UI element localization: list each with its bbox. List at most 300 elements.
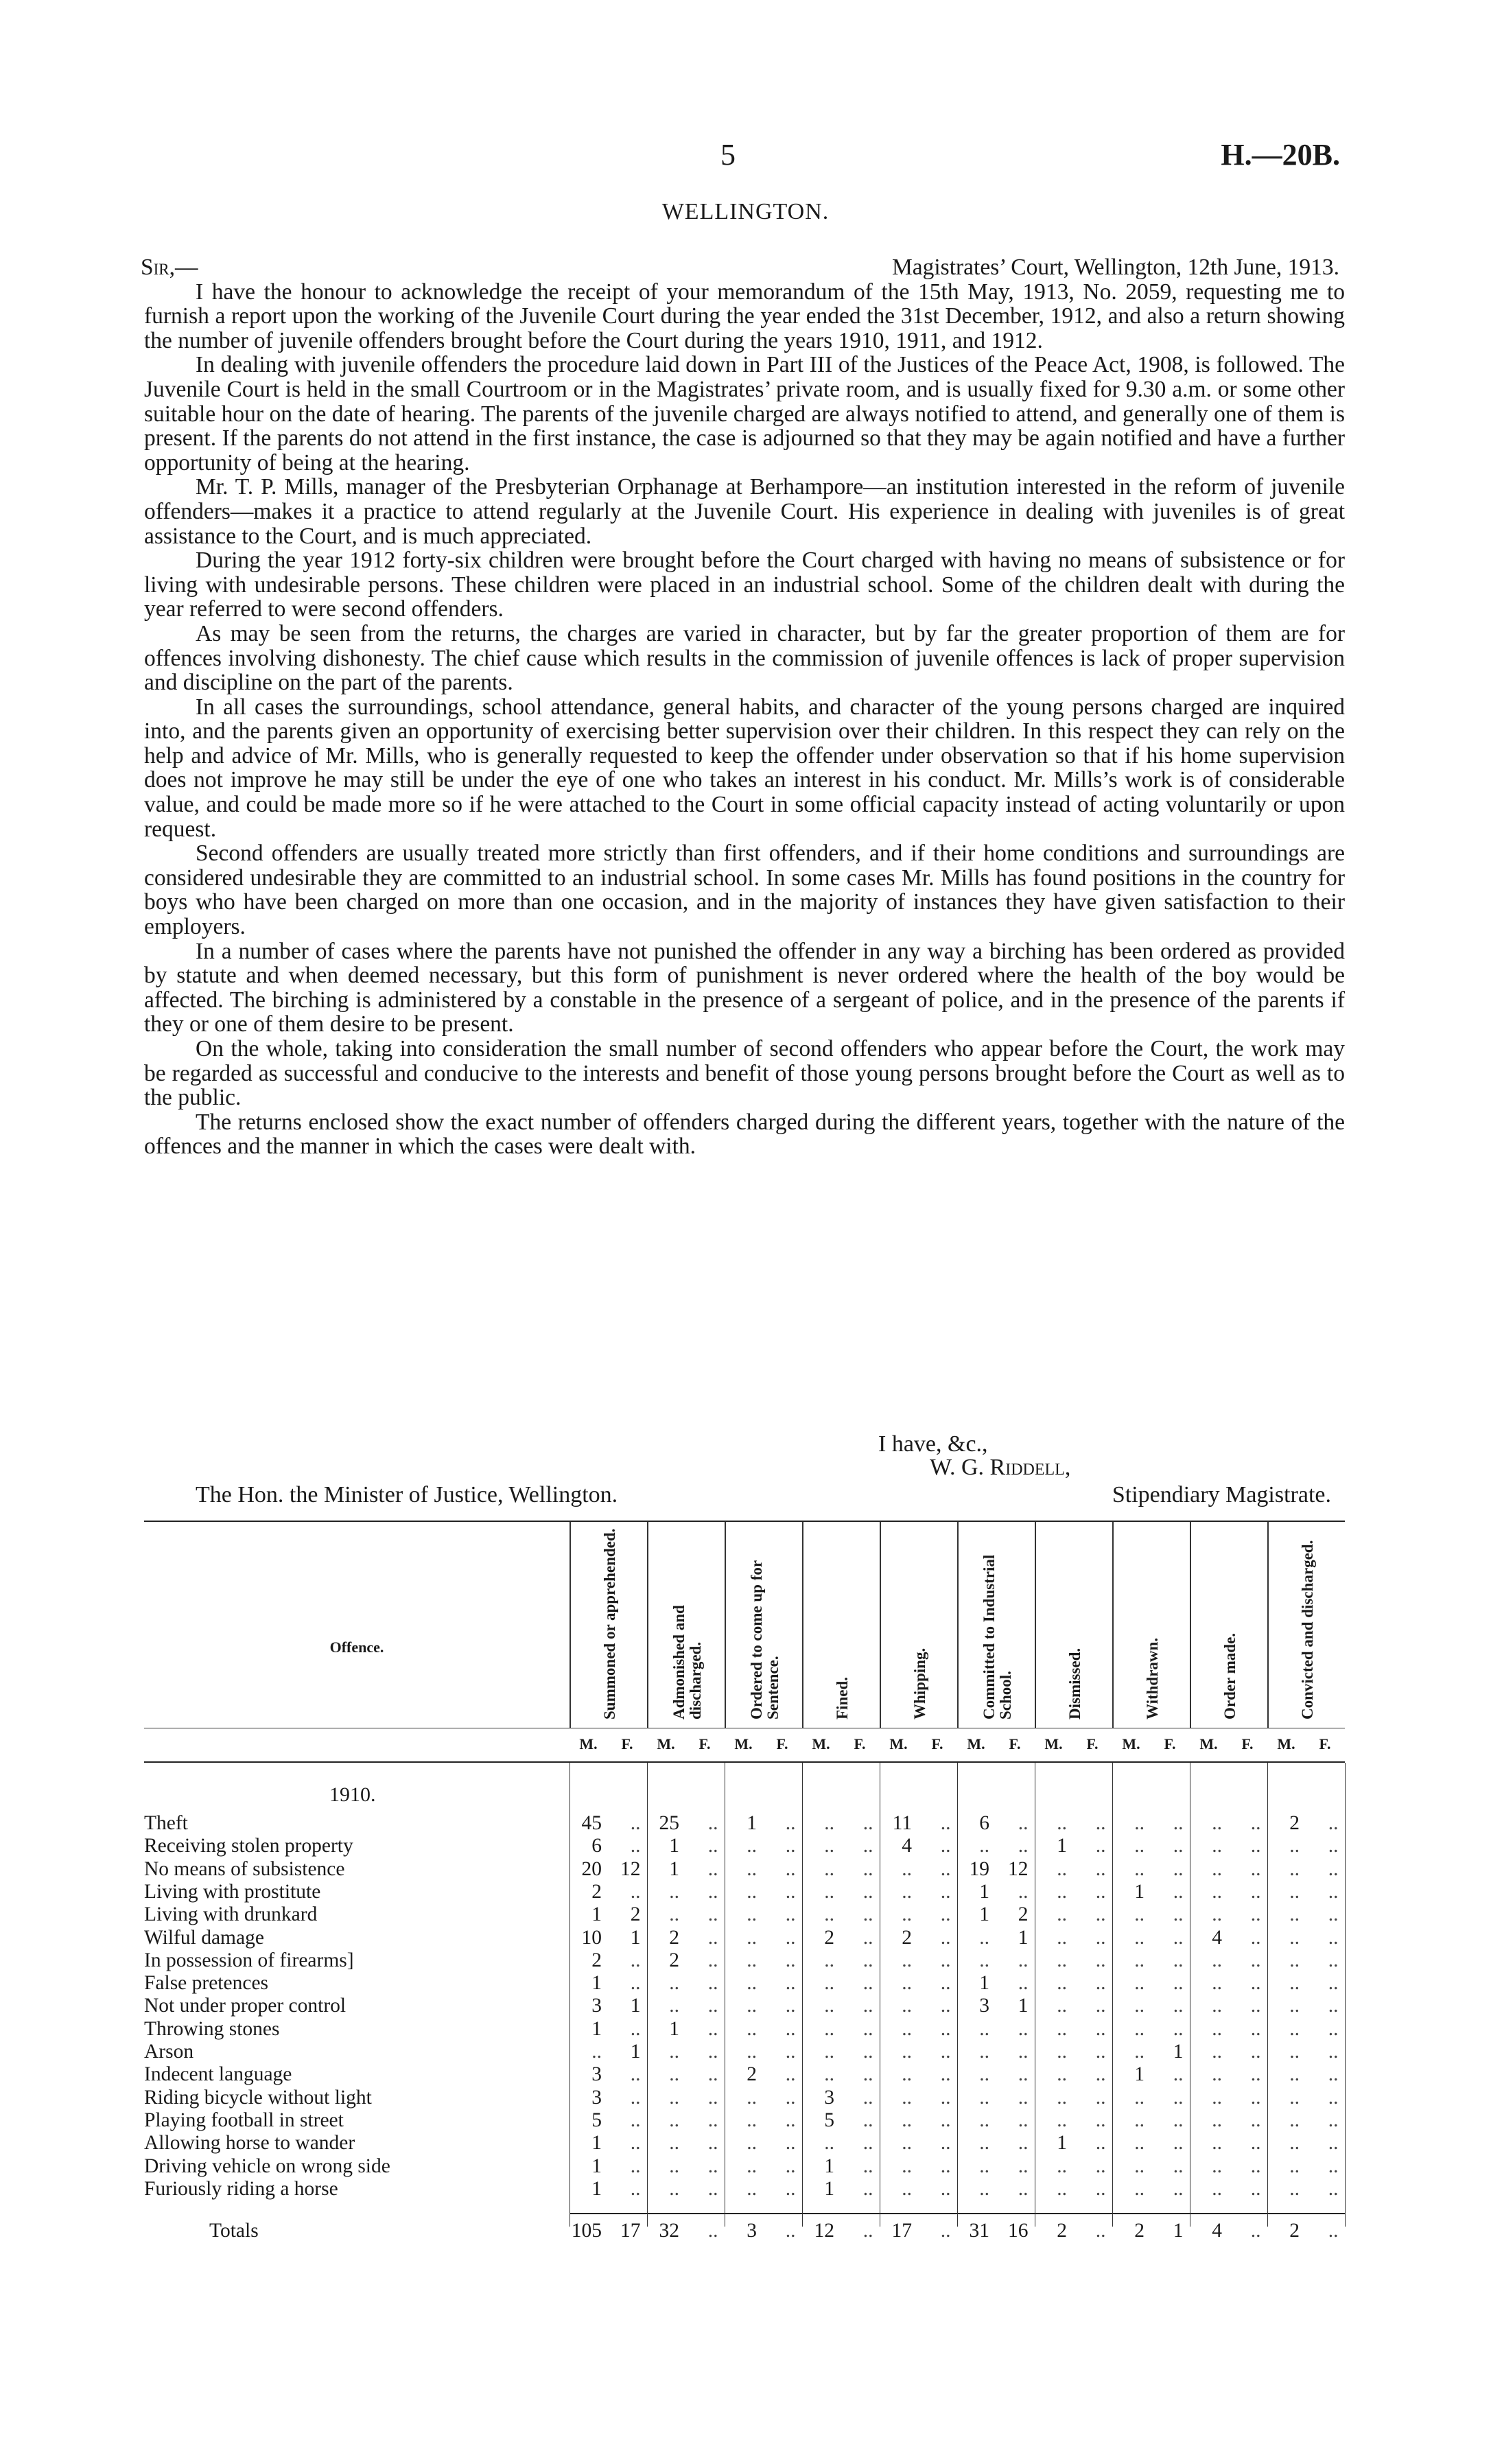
table-cell: 1	[1057, 1835, 1067, 1857]
table-cell: ..	[979, 2086, 989, 2109]
table-cell: ..	[824, 1812, 834, 1834]
table-cell: ..	[979, 2017, 989, 2040]
table-cell: ..	[1212, 1972, 1222, 1995]
table-cell: ..	[669, 2155, 679, 2177]
sex-label: M.	[812, 1735, 830, 1752]
table-cell: ..	[1018, 2155, 1029, 2177]
document-reference: H.—20B.	[1221, 138, 1340, 172]
table-row	[144, 1972, 1345, 1995]
table-cell: ..	[1173, 2063, 1184, 2086]
table-row	[144, 1812, 1345, 1835]
table-cell: ..	[747, 1880, 757, 1903]
table-cell: ..	[1134, 2109, 1144, 2131]
table-cell: ..	[862, 1995, 873, 2017]
table-cell: 1	[591, 2132, 602, 2155]
table-cell: ..	[940, 1903, 951, 1926]
table-cell: ..	[1328, 1995, 1339, 2017]
table-cell: 31	[969, 2220, 989, 2242]
table-cell: ..	[902, 1995, 912, 2017]
column-header-label: Whipping.	[911, 1647, 928, 1720]
signatory-title: Stipendiary Magistrate.	[1112, 1482, 1331, 1507]
table-cell: 2	[824, 1926, 834, 1949]
table-cell: ..	[940, 1812, 951, 1834]
table-cell: ..	[630, 1812, 641, 1834]
place-date: Magistrates’ Court, Wellington, 12th June, 1913.	[891, 255, 1339, 280]
table-cell: ..	[1057, 1880, 1067, 1903]
sex-label: F.	[1241, 1735, 1254, 1752]
table-cell: ..	[1095, 2220, 1106, 2242]
table-cell: ..	[1250, 1903, 1261, 1926]
table-cell: 1	[824, 2177, 834, 2200]
table-cell: ..	[862, 1880, 873, 1903]
offence-name: Arson	[144, 2041, 194, 2063]
table-cell: ..	[785, 2220, 796, 2242]
table-cell: ..	[1250, 1972, 1261, 1995]
table-cell: ..	[785, 1949, 796, 1971]
salutation: Sir,—	[141, 255, 198, 280]
table-cell: ..	[707, 2220, 718, 2242]
addressee: The Hon. the Minister of Justice, Wellington.	[196, 1482, 618, 1507]
table-cell: ..	[1250, 1880, 1261, 1903]
table-cell: 1	[1134, 1880, 1144, 1903]
table-cell: ..	[1134, 1857, 1144, 1880]
column-header	[570, 1522, 648, 1728]
table-cell: 1	[630, 1995, 641, 2017]
table-cell: ..	[707, 1903, 718, 1926]
table-cell: ..	[1057, 2041, 1067, 2063]
sex-label: M.	[1044, 1735, 1063, 1752]
table-cell: ..	[707, 2177, 718, 2200]
table-cell: ..	[1134, 1949, 1144, 1971]
column-header-label: Committed to Industrial School.	[980, 1554, 1014, 1720]
table-cell: ..	[1095, 1903, 1106, 1926]
table-cell: ..	[1212, 2041, 1222, 2063]
table-cell: ..	[1289, 2177, 1300, 2200]
offence-name: Receiving stolen property	[144, 1835, 353, 1857]
table-row	[144, 1881, 1345, 1903]
table-cell: ..	[940, 2155, 951, 2177]
table-cell: 1	[669, 2017, 679, 2040]
table-cell: ..	[1134, 2017, 1144, 2040]
table-cell: 2	[1018, 1903, 1029, 1926]
column-header	[1112, 1522, 1191, 1728]
table-cell: ..	[747, 1972, 757, 1995]
table-cell: ..	[785, 2177, 796, 2200]
table-cell: ..	[747, 2017, 757, 2040]
sex-label: M.	[1277, 1735, 1295, 1752]
table-cell: ..	[902, 2041, 912, 2063]
table-cell: ..	[630, 2109, 641, 2131]
table-cell: ..	[1134, 1972, 1144, 1995]
column-header	[647, 1522, 726, 1728]
table-cell: ..	[1212, 2063, 1222, 2086]
table-cell: ..	[940, 1972, 951, 1995]
table-cell: ..	[1057, 1926, 1067, 1949]
table-cell: ..	[785, 1835, 796, 1857]
table-cell: 1	[979, 1972, 989, 1995]
table-cell: ..	[940, 2017, 951, 2040]
table-cell: ..	[707, 2132, 718, 2155]
table-cell: ..	[1095, 2132, 1106, 2155]
column-header-label: Order made.	[1221, 1632, 1238, 1720]
table-cell: ..	[1057, 1949, 1067, 1971]
table-cell: 2	[591, 1949, 602, 1971]
table-cell: ..	[1212, 1812, 1222, 1834]
table-cell: ..	[1095, 1835, 1106, 1857]
table-row	[144, 2018, 1345, 2041]
page-title: WELLINGTON.	[661, 199, 830, 224]
sex-label: F.	[931, 1735, 943, 1752]
table-cell: ..	[1057, 2086, 1067, 2109]
table-cell: ..	[1018, 2177, 1029, 2200]
offence-name: Living with prostitute	[144, 1880, 321, 1903]
table-cell: ..	[1018, 2132, 1029, 2155]
table-cell: ..	[707, 2041, 718, 2063]
table-cell: ..	[1289, 1903, 1300, 1926]
sex-label: F.	[1009, 1735, 1021, 1752]
table-cell: ..	[940, 2086, 951, 2109]
table-cell: ..	[1134, 1835, 1144, 1857]
table-cell: 45	[581, 1812, 602, 1834]
paragraph: The returns enclosed show the exact number of offenders charged during the different years, together with the nature of the offences and the manner in which the cases were dealt with.	[144, 1109, 1345, 1160]
table-cell: ..	[824, 1880, 834, 1903]
table-cell: ..	[902, 2017, 912, 2040]
table-cell: 1	[591, 2017, 602, 2040]
year-label: 1910.	[329, 1783, 376, 1806]
offence-column-header: Offence.	[329, 1639, 384, 1656]
table-cell: ..	[940, 2041, 951, 2063]
table-cell: ..	[785, 1972, 796, 1995]
table-cell: 2	[1134, 2220, 1144, 2242]
table-cell: ..	[630, 2017, 641, 2040]
table-cell: ..	[862, 1835, 873, 1857]
table-cell: ..	[1328, 2063, 1339, 2086]
table-cell: ..	[862, 1903, 873, 1926]
table-cell: ..	[630, 1949, 641, 1971]
table-cell: ..	[1057, 1972, 1067, 1995]
table-cell: 1	[630, 1926, 641, 1949]
table-cell: ..	[862, 1812, 873, 1834]
table-cell: ..	[979, 2132, 989, 2155]
offence-name: Totals	[209, 2220, 259, 2242]
table-cell: ..	[902, 2086, 912, 2109]
table-cell: ..	[1250, 2132, 1261, 2155]
table-cell: ..	[707, 2017, 718, 2040]
paragraph: Mr. T. P. Mills, manager of the Presbyterian Orphanage at Berhampore—an institution interested in the reform of juvenile offenders—makes it a practice to attend regularly at the Juvenile Court. His experience in dealing with juveniles is of great assistance to the Court, and is much appreciated.	[144, 474, 1345, 549]
table-cell: 2	[1057, 2220, 1067, 2242]
table-cell: ..	[902, 2132, 912, 2155]
table-cell: ..	[1095, 2086, 1106, 2109]
table-cell: ..	[1212, 1949, 1222, 1971]
table-cell: ..	[1212, 2017, 1222, 2040]
table-cell: ..	[707, 1835, 718, 1857]
column-header-label: Ordered to come up for Sentence.	[747, 1560, 782, 1720]
table-cell: ..	[940, 1926, 951, 1949]
table-cell: ..	[707, 1926, 718, 1949]
table-cell: ..	[1134, 2086, 1144, 2109]
table-cell: ..	[1173, 1995, 1184, 2017]
offence-name: Living with drunkard	[144, 1903, 318, 1926]
table-cell: ..	[1018, 1949, 1029, 1971]
table-cell: ..	[1250, 2177, 1261, 2200]
table-cell: ..	[707, 2063, 718, 2086]
table-cell: ..	[1289, 1880, 1300, 1903]
table-row	[144, 1903, 1345, 1926]
table-cell: ..	[1018, 2017, 1029, 2040]
table-cell: ..	[785, 1903, 796, 1926]
table-cell: ..	[862, 2109, 873, 2131]
table-cell: ..	[1173, 1926, 1184, 1949]
sex-label: F.	[1319, 1735, 1331, 1752]
sex-label: M.	[657, 1735, 675, 1752]
table-cell: 12	[814, 2220, 834, 2242]
table-cell: ..	[669, 2132, 679, 2155]
table-cell: ..	[862, 2063, 873, 2086]
table-cell: ..	[1134, 2041, 1144, 2063]
table-cell: ..	[1095, 1926, 1106, 1949]
table-cell: ..	[1212, 2177, 1222, 2200]
offence-name: Furiously riding a horse	[144, 2177, 338, 2200]
table-cell: 1	[1173, 2220, 1184, 2242]
table-cell: ..	[707, 2086, 718, 2109]
table-cell: ..	[1173, 1835, 1184, 1857]
table-cell: 1	[669, 1835, 679, 1857]
table-cell: ..	[862, 2155, 873, 2177]
table-cell: ..	[1328, 1926, 1339, 1949]
table-cell: ..	[1328, 2132, 1339, 2155]
table-cell: 3	[824, 2086, 834, 2109]
table-cell: ..	[1212, 1835, 1222, 1857]
table-cell: ..	[1134, 2177, 1144, 2200]
table-cell: ..	[1212, 2155, 1222, 2177]
table-row	[144, 2087, 1345, 2109]
table-cell: ..	[1173, 1903, 1184, 1926]
table-cell: ..	[1095, 2041, 1106, 2063]
sex-label: F.	[1164, 1735, 1176, 1752]
column-header-label: Withdrawn.	[1143, 1637, 1161, 1720]
table-cell: 6	[979, 1812, 989, 1834]
table-cell: ..	[940, 2132, 951, 2155]
table-cell: ..	[979, 2177, 989, 2200]
closing-line: I have, &c.,	[878, 1431, 988, 1457]
table-cell: ..	[1018, 2086, 1029, 2109]
table-cell: ..	[1289, 2109, 1300, 2131]
table-row	[144, 1927, 1345, 1949]
table-cell: ..	[1212, 2109, 1222, 2131]
table-cell: ..	[1212, 2086, 1222, 2109]
sex-label: M.	[734, 1735, 753, 1752]
table-cell: 20	[581, 1857, 602, 1880]
table-cell: ..	[862, 1949, 873, 1971]
table-cell: ..	[707, 1995, 718, 2017]
table-cell: ..	[747, 2155, 757, 2177]
table-cell: ..	[1057, 2109, 1067, 2131]
table-cell: ..	[1328, 1949, 1339, 1971]
table-cell: ..	[1289, 1926, 1300, 1949]
table-cell: 1	[591, 1903, 602, 1926]
table-cell: ..	[1018, 2041, 1029, 2063]
table-cell: 2	[591, 1880, 602, 1903]
table-cell: 12	[1008, 1857, 1029, 1880]
offence-name: Playing football in street	[144, 2109, 344, 2131]
table-cell: ..	[747, 2132, 757, 2155]
table-cell: ..	[747, 1926, 757, 1949]
column-header	[1267, 1522, 1346, 1728]
table-cell: ..	[902, 2177, 912, 2200]
table-cell: ..	[979, 1835, 989, 1857]
table-header	[144, 1522, 1345, 1728]
table-cell: ..	[1095, 2063, 1106, 2086]
table-cell: 4	[902, 1835, 912, 1857]
offence-name: Riding bicycle without light	[144, 2086, 372, 2109]
table-cell: ..	[862, 1857, 873, 1880]
table-cell: ..	[747, 2041, 757, 2063]
table-cell: ..	[630, 2155, 641, 2177]
table-cell: 17	[620, 2220, 641, 2242]
table-cell: 1	[824, 2155, 834, 2177]
table-cell: ..	[1289, 2132, 1300, 2155]
table-cell: ..	[862, 1972, 873, 1995]
table-cell: ..	[1250, 1926, 1261, 1949]
sex-label: F.	[621, 1735, 633, 1752]
paragraph: I have the honour to acknowledge the receipt of your memorandum of the 15th May, 1913, No. 2059, requesting me to furnish a report upon the working of the Juvenile Court during the year ended the 31st December, 1912, and also a return showing the number of juvenile offenders brought before the Court during the years 1910, 1911, and 1912.	[144, 279, 1345, 353]
table-cell: ..	[1095, 1972, 1106, 1995]
table-cell: ..	[1173, 1812, 1184, 1834]
table-cell: ..	[1095, 2155, 1106, 2177]
table-cell: ..	[1057, 2155, 1067, 2177]
table-cell: ..	[1289, 1857, 1300, 1880]
table-cell: ..	[1057, 1903, 1067, 1926]
table-cell: ..	[1173, 1857, 1184, 1880]
table-cell: ..	[747, 1995, 757, 2017]
table-cell: ..	[862, 2177, 873, 2200]
table-cell: ..	[1018, 1972, 1029, 1995]
table-cell: ..	[1250, 1812, 1261, 1834]
offence-name: Indecent language	[144, 2063, 292, 2086]
table-cell: ..	[707, 2155, 718, 2177]
table-cell: ..	[1095, 1880, 1106, 1903]
table-cell: ..	[1250, 2041, 1261, 2063]
column-header	[1190, 1522, 1269, 1728]
table-cell: 10	[581, 1926, 602, 1949]
table-cell: ..	[1173, 2086, 1184, 2109]
table-cell: ..	[1173, 2017, 1184, 2040]
table-cell: 1	[747, 1812, 757, 1834]
table-cell: ..	[1328, 1812, 1339, 1834]
table-cell: 2	[630, 1903, 641, 1926]
table-cell: ..	[1328, 2177, 1339, 2200]
sex-label: M.	[889, 1735, 908, 1752]
table-cell: ..	[630, 2063, 641, 2086]
offence-name: Allowing horse to wander	[144, 2132, 355, 2155]
table-row	[144, 2109, 1345, 2132]
table-cell: ..	[940, 1857, 951, 1880]
table-cell: ..	[1095, 2017, 1106, 2040]
table-cell: ..	[630, 2177, 641, 2200]
table-cell: ..	[707, 1949, 718, 1971]
column-header	[802, 1522, 881, 1728]
table-cell: ..	[1328, 2109, 1339, 2131]
table-cell: ..	[1095, 1857, 1106, 1880]
sex-label: F.	[698, 1735, 711, 1752]
table-cell: ..	[1134, 1812, 1144, 1834]
table-cell: ..	[785, 1857, 796, 1880]
table-cell: ..	[1057, 2063, 1067, 2086]
sex-label: F.	[776, 1735, 788, 1752]
table-cell: ..	[940, 2063, 951, 2086]
table-cell: ..	[940, 2177, 951, 2200]
table-cell: ..	[669, 1995, 679, 2017]
table-cell: ..	[1173, 2132, 1184, 2155]
table-cell: ..	[902, 2109, 912, 2131]
table-cell: ..	[979, 2063, 989, 2086]
table-cell: ..	[1212, 1903, 1222, 1926]
table-cell: ..	[785, 1812, 796, 1834]
table-cell: ..	[1250, 1835, 1261, 1857]
table-cell: 105	[571, 2220, 602, 2242]
table-cell: ..	[785, 1926, 796, 1949]
table-cell: ..	[824, 1972, 834, 1995]
table-cell: ..	[824, 1857, 834, 1880]
table-row	[144, 1858, 1345, 1881]
table-cell: ..	[1289, 2086, 1300, 2109]
table-cell: ..	[1328, 2086, 1339, 2109]
table-cell: ..	[1212, 2132, 1222, 2155]
table-cell: ..	[1095, 1949, 1106, 1971]
table-cell: ..	[747, 1857, 757, 1880]
table-cell: ..	[785, 2132, 796, 2155]
table-cell: ..	[979, 2109, 989, 2131]
table-cell: 3	[979, 1995, 989, 2017]
table-cell: 3	[591, 2063, 602, 2086]
column-header-label: Convicted and discharged.	[1298, 1540, 1316, 1720]
table-cell: ..	[707, 2109, 718, 2131]
column-header	[1035, 1522, 1114, 1728]
table-cell: 2	[669, 1949, 679, 1971]
sex-header-row	[144, 1728, 1345, 1763]
table-cell: ..	[785, 2063, 796, 2086]
paragraph: As may be seen from the returns, the charges are varied in character, but by far the greater proportion of them are for offences involving dishonesty. The chief cause which results in the commission of juvenile offences is lack of proper supervision and discipline on the part of the parents.	[144, 620, 1345, 696]
table-cell: ..	[979, 1926, 989, 1949]
table-cell: ..	[902, 1972, 912, 1995]
table-cell: ..	[824, 2132, 834, 2155]
table-cell: 1	[630, 2041, 641, 2063]
table-cell: ..	[1095, 2109, 1106, 2131]
table-cell: ..	[862, 1926, 873, 1949]
table-cell: ..	[1134, 2132, 1144, 2155]
table-cell: 3	[747, 2220, 757, 2242]
table-cell: ..	[1250, 2063, 1261, 2086]
table-cell: 19	[969, 1857, 989, 1880]
table-cell: ..	[1250, 2017, 1261, 2040]
table-cell: ..	[1289, 1949, 1300, 1971]
table-cell: ..	[1328, 1835, 1339, 1857]
table-row	[144, 1835, 1345, 1857]
table-cell: ..	[1328, 1880, 1339, 1903]
table-cell: ..	[1250, 2109, 1261, 2131]
table-cell: ..	[902, 1880, 912, 1903]
table-cell: ..	[824, 2063, 834, 2086]
table-cell: ..	[1095, 2177, 1106, 2200]
offence-name: Driving vehicle on wrong side	[144, 2155, 390, 2177]
table-row	[144, 1949, 1345, 1972]
table-cell: ..	[824, 1949, 834, 1971]
offence-name: False pretences	[144, 1972, 269, 1995]
table-cell: ..	[902, 1949, 912, 1971]
column-header	[725, 1522, 803, 1728]
table-cell: ..	[1250, 1857, 1261, 1880]
table-cell: ..	[630, 1880, 641, 1903]
